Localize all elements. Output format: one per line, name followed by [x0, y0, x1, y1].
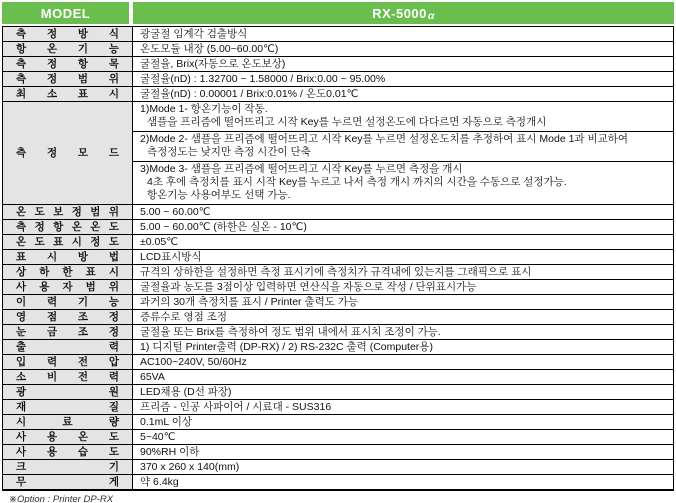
spec-label-cell: [3, 445, 133, 459]
spec-value-cell: [133, 385, 673, 399]
spec-row: [3, 87, 673, 102]
spec-label: 영 점 조 정: [16, 310, 119, 323]
spec-label: 측 정 모 드: [16, 146, 119, 159]
mode-group: [133, 161, 673, 204]
spec-value-cell: [133, 87, 673, 101]
spec-label: 이 력 기 능: [16, 295, 119, 308]
spec-row: [3, 355, 673, 370]
spec-row: [3, 220, 673, 235]
spec-row: [3, 42, 673, 57]
spec-label: 출 력: [16, 340, 119, 353]
model-name-cell: [133, 2, 674, 24]
spec-label-cell: [3, 385, 133, 399]
spec-row: [3, 460, 673, 475]
spec-row: [3, 27, 673, 42]
spec-label-cell: [3, 400, 133, 414]
spec-value-cell: [133, 295, 673, 309]
spec-value: 1) 디지털 Printer출력 (DP-RX) / 2) RS-232C 출력 (Computer용): [140, 341, 433, 353]
spec-row: [3, 72, 673, 87]
spec-label: 광 원: [16, 385, 119, 398]
spec-value: 증류수로 영점 조정: [140, 311, 227, 323]
spec-label: 크 기: [16, 460, 119, 473]
spec-value-cell: [133, 220, 673, 234]
spec-row: [3, 57, 673, 72]
spec-label: 항 온 기 능: [16, 42, 119, 55]
spec-label-cell: [3, 27, 133, 41]
spec-value: 프리즘 - 인공 사파이어 / 시료대 - SUS316: [140, 401, 332, 413]
spec-label: 측 정 방 식: [16, 27, 119, 40]
spec-value-cell: [133, 310, 673, 324]
spec-label: 입 력 전 압: [16, 355, 119, 368]
spec-label: 측 정 항 온 온 도: [16, 220, 119, 233]
mode-line: 2)Mode 2- 샘플을 프리즘에 떨어뜨리고 시작 Key를 누르면 설정온도치를 추정하여 표시 Mode 1과 비교하여: [140, 133, 629, 145]
spec-row: [3, 415, 673, 430]
mode-line: 4초 후에 측정치를 표시 시작 Key를 누르고 나서 측정 개시 까지의 시간을 수동으로 설정가능.: [147, 176, 567, 188]
spec-value-cell: [133, 72, 673, 86]
mode-line: 1)Mode 1- 항온기능이 작동.: [140, 103, 268, 115]
spec-row: [3, 370, 673, 385]
spec-row: [3, 250, 673, 265]
spec-value-cell: [133, 235, 673, 249]
spec-value: 광굴절 임계각 검출방식: [140, 28, 248, 40]
spec-value: 370 x 260 x 140(mm): [140, 461, 240, 473]
spec-value-cell: [133, 430, 673, 444]
mode-line: 3)Mode 3- 샘플을 프리즘에 떨어뜨리고 시작 Key를 누르면 측정을 개시: [140, 163, 463, 175]
mode-line: 항온기능 사용여부도 선택 가능.: [147, 189, 291, 201]
spec-label: 최 소 표 시: [16, 87, 119, 100]
spec-row: [3, 325, 673, 340]
spec-label-cell: [3, 57, 133, 71]
spec-value: 굴절율과 농도를 3점이상 입력하면 연산식을 자동으로 작성 / 단위표시가능: [140, 281, 477, 293]
spec-value-cell: [133, 415, 673, 429]
spec-label-cell: [3, 220, 133, 234]
spec-value-cell: [133, 445, 673, 459]
spec-label-cell: [3, 87, 133, 101]
spec-value-cell: [133, 102, 673, 204]
spec-value-cell: [133, 325, 673, 339]
spec-label-cell: [3, 72, 133, 86]
model-name: RX-5000: [372, 5, 427, 21]
model-header-label: MODEL: [40, 5, 91, 21]
mode-line: 측정정도는 낮지만 측정 시간이 단축: [147, 146, 311, 158]
option-footnote: ※Option : Printer DP-RX: [9, 494, 114, 503]
spec-row: [3, 295, 673, 310]
spec-label: 온 도 보 정 범 위: [16, 205, 119, 218]
spec-label-cell: [3, 325, 133, 339]
spec-value: 5.00 ~ 60.00℃: [140, 206, 211, 218]
spec-value: LED채용 (D선 파장): [140, 386, 232, 398]
spec-label-cell: [3, 280, 133, 294]
spec-value-cell: [133, 250, 673, 264]
spec-row: [3, 445, 673, 460]
spec-label: 사 용 온 도: [16, 430, 119, 443]
spec-value: 굴절율(nD) : 1.32700 ~ 1.58000 / Brix:0.00 ~ 95.00%: [140, 73, 386, 85]
spec-value-cell: [133, 460, 673, 474]
spec-value: 5~40℃: [140, 431, 176, 443]
spec-value-cell: [133, 42, 673, 56]
spec-value-cell: [133, 370, 673, 384]
spec-value: 온도모듈 내장 (5.00~60.00℃): [140, 43, 279, 55]
spec-value-cell: [133, 400, 673, 414]
spec-value: 굴절율(nD) : 0.00001 / Brix:0.01% / 온도0.01℃: [140, 88, 359, 100]
spec-value: 규격의 상하한을 설정하면 측정 표시기에 측정치가 규격내에 있는지를 그래픽으로 표시: [140, 266, 532, 278]
spec-value-cell: [133, 27, 673, 41]
spec-row: [3, 475, 673, 489]
spec-row: [3, 102, 673, 205]
spec-value: LCD표시방식: [140, 251, 202, 263]
spec-label: 표 시 방 법: [16, 250, 119, 263]
spec-label-cell: [3, 355, 133, 369]
spec-value-cell: [133, 475, 673, 489]
spec-value-cell: [133, 340, 673, 354]
spec-label-cell: [3, 205, 133, 219]
spec-row: [3, 400, 673, 415]
spec-label: 재 질: [16, 400, 119, 413]
spec-value: 굴절율 또는 Brix를 측정하여 정도 범위 내에서 표시치 조정이 가능.: [140, 326, 441, 338]
spec-label-cell: [3, 235, 133, 249]
spec-row: [3, 340, 673, 355]
spec-row: [3, 205, 673, 220]
spec-label-cell: [3, 295, 133, 309]
spec-value: 0.1mL 이상: [140, 416, 192, 428]
spec-value: 90%RH 이하: [140, 446, 200, 458]
spec-value-cell: [133, 280, 673, 294]
spec-row: [3, 280, 673, 295]
spec-value: AC100~240V, 50/60Hz: [140, 356, 247, 368]
spec-value-cell: [133, 355, 673, 369]
spec-label: 측 정 범 위: [16, 72, 119, 85]
model-header-cell: [2, 2, 129, 24]
spec-value: 약 6.4kg: [140, 476, 179, 488]
spec-label: 측 정 항 목: [16, 57, 119, 70]
spec-label: 사 용 자 범 위: [16, 280, 119, 293]
table-header: [2, 2, 674, 24]
spec-value: 과거의 30개 측정치를 표시 / Printer 출력도 가능: [140, 296, 359, 308]
spec-label-cell: [3, 430, 133, 444]
spec-label: 소 비 전 력: [16, 370, 119, 383]
spec-label-cell: [3, 460, 133, 474]
spec-row: [3, 235, 673, 250]
mode-group: [133, 131, 673, 161]
spec-label-cell: [3, 415, 133, 429]
spec-table-body: [2, 26, 674, 491]
spec-row: [3, 385, 673, 400]
spec-label: 시 료 량: [16, 415, 119, 428]
spec-label: 무 게: [16, 475, 119, 488]
spec-value: 65VA: [140, 371, 165, 383]
spec-label: 눈 금 조 정: [16, 325, 119, 338]
spec-label-cell: [3, 475, 133, 489]
spec-value-cell: [133, 265, 673, 279]
spec-label: 상 하 한 표 시: [16, 265, 119, 278]
spec-label: 사 용 습 도: [16, 445, 119, 458]
spec-value: ±0.05℃: [140, 236, 178, 248]
spec-row: [3, 265, 673, 280]
spec-row: [3, 430, 673, 445]
spec-label-cell: [3, 265, 133, 279]
model-suffix-alpha: α: [427, 9, 435, 22]
mode-line: 샘플을 프리즘에 떨어뜨리고 시작 Key를 누르면 설정온도에 다다르면 자동으로 측정개시: [147, 116, 547, 128]
spec-value-cell: [133, 57, 673, 71]
spec-label-cell: [3, 102, 133, 204]
spec-value-cell: [133, 205, 673, 219]
spec-label-cell: [3, 370, 133, 384]
mode-group: [133, 102, 673, 131]
spec-value: 굴절율, Brix(자동으로 온도보상): [140, 58, 286, 70]
spec-row: [3, 310, 673, 325]
spec-label: 온 도 표 시 정 도: [16, 235, 119, 248]
spec-label-cell: [3, 42, 133, 56]
spec-label-cell: [3, 340, 133, 354]
spec-label-cell: [3, 310, 133, 324]
spec-label-cell: [3, 250, 133, 264]
spec-value: 5.00 ~ 60.00℃ (하한은 실온 - 10℃): [140, 221, 307, 233]
